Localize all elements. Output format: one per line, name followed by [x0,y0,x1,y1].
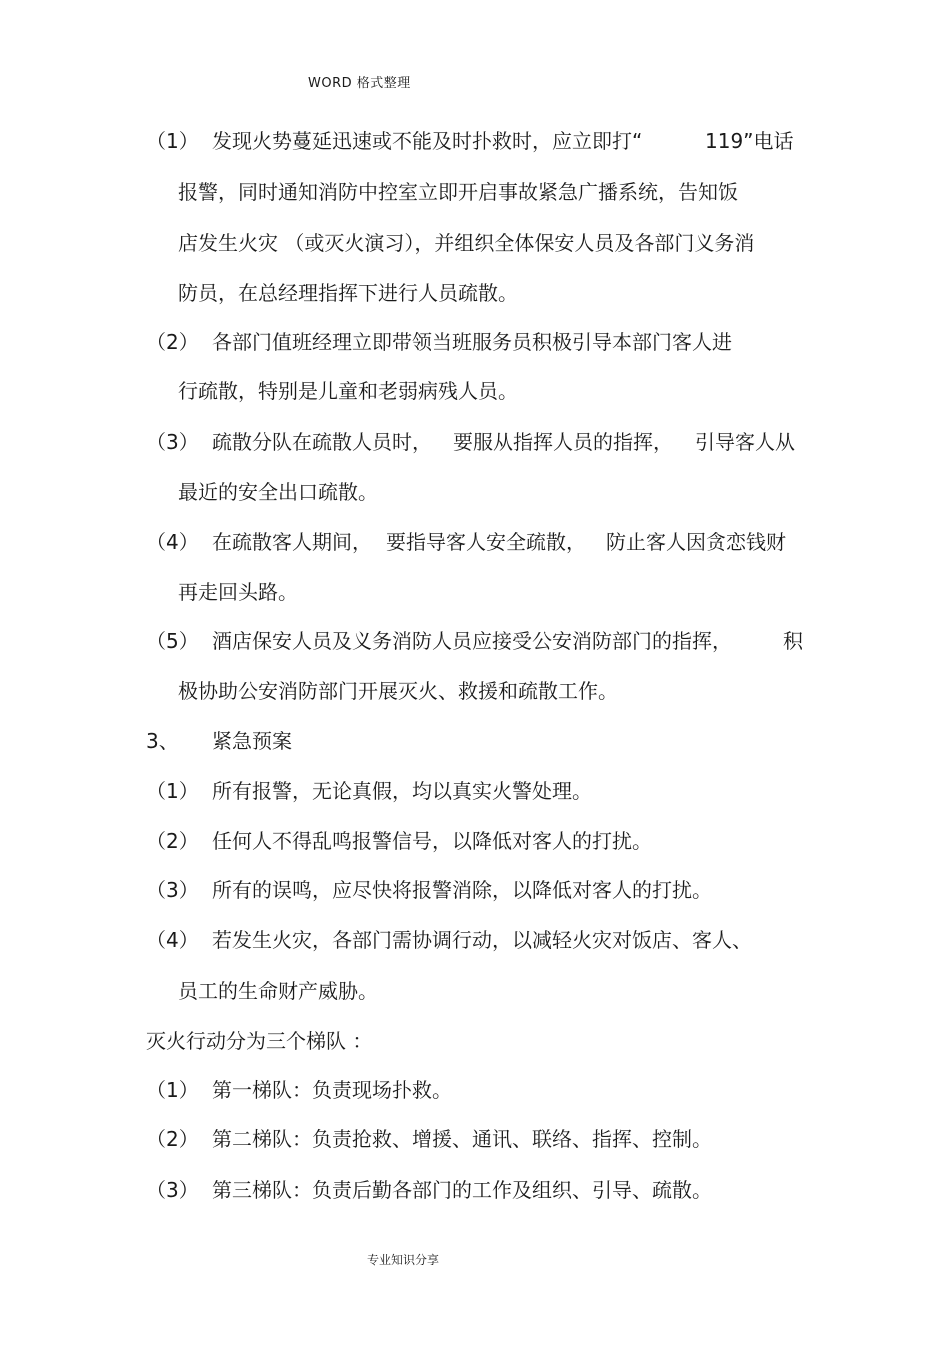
item-5-number: （5） [146,629,199,653]
item-4-line-2: 再走回头路。 [178,580,298,604]
item-3-line-2: 最近的安全出口疏散。 [178,480,378,504]
item-3-line-1a: 疏散分队在疏散人员时， [212,430,432,454]
team-1-number: （1） [146,1078,199,1102]
page-header: WORD 格式整理 [308,76,411,91]
plan-2-number: （2） [146,829,199,853]
item-5-line-2: 极协助公安消防部门开展灭火、救援和疏散工作。 [178,679,618,703]
item-4-line-1b: 要指导客人安全疏散， [386,530,586,554]
teams-intro: 灭火行动分为三个梯队 ： [146,1029,373,1053]
item-4-line-1a: 在疏散客人期间， [212,530,372,554]
team-2-number: （2） [146,1127,199,1151]
item-1-line-1b: 119”电话 [705,129,794,153]
item-1-line-1a: 发现火势蔓延迅速或不能及时扑救时，应立即打“ [212,129,643,153]
plan-4-number: （4） [146,928,199,952]
plan-1-number: （1） [146,779,199,803]
plan-2-text: 任何人不得乱鸣报警信号，以降低对客人的打扰。 [212,829,652,853]
team-2-text: 第二梯队：负责抢救、增援、通讯、联络、指挥、控制。 [212,1127,712,1151]
item-3-line-1c: 引导客人从 [695,430,795,454]
team-3-text: 第三梯队：负责后勤各部门的工作及组织、引导、疏散。 [212,1178,712,1202]
item-5-line-1b: 积 [783,629,803,653]
item-1-number: （1） [146,129,199,153]
item-1-line-2: 报警，同时通知消防中控室立即开启事故紧急广播系统，告知饭 [178,180,738,204]
item-3-line-1b: 要服从指挥人员的指挥， [453,430,673,454]
plan-1-text: 所有报警，无论真假，均以真实火警处理。 [212,779,592,803]
item-4-line-1c: 防止客人因贪恋钱财 [606,530,786,554]
item-5-line-1a: 酒店保安人员及义务消防人员应接受公安消防部门的指挥， [212,629,732,653]
item-1-line-4: 防员，在总经理指挥下进行人员疏散。 [178,281,518,305]
item-1-line-3: 店发生火灾 （或灭火演习），并组织全体保安人员及各部门义务消 [178,231,755,255]
plan-4-text: 若发生火灾，各部门需协调行动，以减轻火灾对饭店、客人、 [212,928,752,952]
plan-3-text: 所有的误鸣，应尽快将报警消除，以降低对客人的打扰。 [212,878,712,902]
item-2-line-1: 各部门值班经理立即带领当班服务员积极引导本部门客人进 [212,330,732,354]
page-footer: 专业知识分享 [367,1253,440,1267]
team-1-text: 第一梯队：负责现场扑救。 [212,1078,452,1102]
item-3-number: （3） [146,430,199,454]
section-3-title: 紧急预案 [212,729,292,753]
item-2-line-2: 行疏散，特别是儿童和老弱病残人员。 [178,379,518,403]
section-3-number: 3、 [146,729,179,753]
item-2-number: （2） [146,330,199,354]
team-3-number: （3） [146,1178,199,1202]
plan-4-continuation: 员工的生命财产威胁。 [178,979,378,1003]
item-4-number: （4） [146,530,199,554]
plan-3-number: （3） [146,878,199,902]
